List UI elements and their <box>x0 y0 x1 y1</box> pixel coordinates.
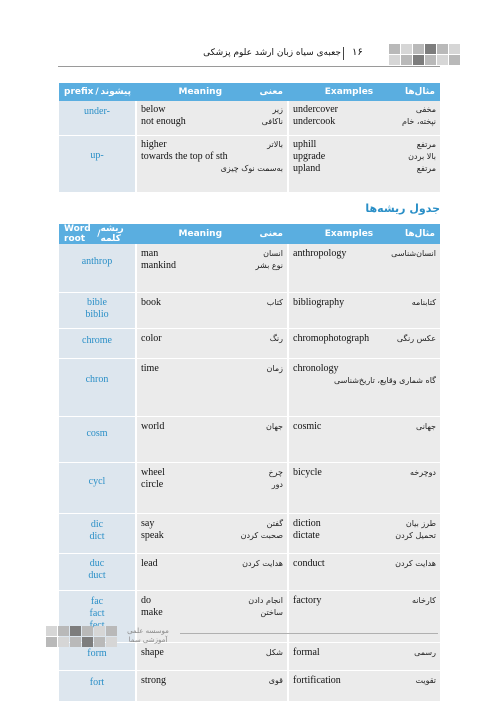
prefix-table-header <box>59 83 440 101</box>
section-title: جدول ریشه‌ها <box>365 202 440 215</box>
meaning-cell <box>136 643 288 671</box>
footer-brand <box>118 627 178 645</box>
example-en: undercover <box>293 104 338 115</box>
meaning-en: book <box>141 297 161 308</box>
root-table-header <box>59 224 440 244</box>
examples-cell <box>288 101 440 136</box>
examples-header-fa: مثال‌ها <box>404 229 435 239</box>
root-text: anthrop <box>81 256 113 267</box>
meaning-en: mankind <box>141 260 176 271</box>
meaning-pair <box>137 647 287 659</box>
example-fa: دوچرخه <box>409 468 436 477</box>
table-row <box>59 463 440 514</box>
examples-header-cell <box>288 83 440 101</box>
meaning-pair <box>137 467 287 479</box>
meaning-fa: نوع بشر <box>255 261 283 270</box>
meaning-en: lead <box>141 558 158 569</box>
table-row <box>59 554 440 591</box>
meaning-en: circle <box>141 479 164 490</box>
root-header-cell: Word root / ریشه کلمه <box>59 224 136 244</box>
meaning-en: towards the top of sth <box>141 151 228 162</box>
table-row <box>59 329 440 359</box>
meaning-cell <box>136 329 288 359</box>
example-fa: عکس رنگی <box>396 334 436 343</box>
meaning-cell <box>136 101 288 136</box>
examples-cell <box>288 244 440 293</box>
meaning-en: say <box>141 518 155 529</box>
root-cell <box>59 417 136 463</box>
root-text: dic <box>90 519 104 530</box>
root-text: duc <box>89 558 105 569</box>
example-fa: تقویت <box>415 676 436 685</box>
meaning-en: man <box>141 248 159 259</box>
examples-cell <box>288 463 440 514</box>
root-cell <box>59 329 136 359</box>
examples-cell <box>288 671 440 702</box>
meaning-en: strong <box>141 675 166 686</box>
meaning-en: color <box>141 333 162 344</box>
meaning-cell <box>136 359 288 417</box>
examples-header-fa: مثال‌ها <box>404 87 435 97</box>
example-pair <box>289 595 440 607</box>
example-pair <box>289 363 440 375</box>
meaning-fa: زمان <box>266 364 283 373</box>
meaning-fa: صحبت کردن <box>240 531 283 540</box>
meaning-fa: ناکافی <box>261 117 283 126</box>
prefix-header-fa: پیشوند <box>100 87 131 97</box>
prefix-table <box>59 83 440 192</box>
meaning-en: time <box>141 363 159 374</box>
example-en: conduct <box>293 558 325 569</box>
table-row <box>59 136 440 193</box>
meaning-en: do <box>141 595 151 606</box>
root-cell <box>59 293 136 329</box>
example-pair <box>289 530 440 542</box>
table-row <box>59 293 440 329</box>
root-text: cycl <box>88 476 106 487</box>
examples-cell <box>288 417 440 463</box>
meaning-fa: قوی <box>268 676 283 685</box>
example-en: upland <box>293 163 321 174</box>
examples-cell <box>288 136 440 193</box>
example-en: bicycle <box>293 467 322 478</box>
example-pair <box>289 333 440 345</box>
meaning-fa: انجام دادن <box>248 596 283 605</box>
meaning-fa: کتاب <box>266 298 283 307</box>
meaning-fa: بالاتر <box>267 140 283 149</box>
root-text: fac <box>90 596 104 607</box>
prefix-text: under- <box>84 106 110 117</box>
examples-cell <box>288 293 440 329</box>
root-text: duct <box>88 570 106 581</box>
footer-brand-line2: آموزشی سما <box>128 636 168 644</box>
example-fa: رسمی <box>414 648 436 657</box>
page-number: ۱۶ <box>352 47 363 58</box>
example-pair <box>289 421 440 433</box>
meaning-pair <box>137 248 287 260</box>
meaning-pair <box>137 675 287 687</box>
header-decoration <box>389 44 460 65</box>
root-cell <box>59 554 136 591</box>
examples-header-en: Examples <box>324 229 374 239</box>
meaning-pair <box>137 363 287 375</box>
example-fa: کارخانه <box>411 596 436 605</box>
example-fa: تحمیل کردن <box>395 531 436 540</box>
meaning-fa: دور <box>271 480 283 489</box>
meaning-header-en: Meaning <box>178 87 223 97</box>
root-text: fact <box>89 608 105 619</box>
prefix-header-cell: prefix / پیشوند <box>59 83 136 101</box>
example-fa: کتابنامه <box>411 298 436 307</box>
meaning-pair <box>137 297 287 309</box>
root-text: cosm <box>86 428 108 439</box>
root-cell <box>59 514 136 554</box>
table-row <box>59 671 440 702</box>
example-fa: بالا بردن <box>408 152 436 161</box>
example-en: uphill <box>293 139 317 150</box>
example-pair <box>289 297 440 309</box>
examples-header-en: Examples <box>324 87 374 97</box>
prefix-text: up- <box>90 150 104 161</box>
root-text: chron <box>85 374 109 385</box>
meaning-pair <box>137 260 287 272</box>
example-en: fortification <box>293 675 341 686</box>
meaning-en: world <box>141 421 165 432</box>
meaning-fa: انسان <box>263 249 283 258</box>
meaning-pair <box>137 558 287 570</box>
example-en: factory <box>293 595 322 606</box>
example-pair <box>289 558 440 570</box>
example-en: bibliography <box>293 297 345 308</box>
root-text: fort <box>89 677 105 688</box>
meaning-cell <box>136 417 288 463</box>
meaning-pair <box>137 333 287 345</box>
example-en: upgrade <box>293 151 326 162</box>
example-en: chromophotograph <box>293 333 370 344</box>
meaning-pair <box>137 607 287 619</box>
table-row <box>59 417 440 463</box>
root-cell <box>59 463 136 514</box>
example-fa: جهانی <box>416 422 436 431</box>
example-fa: طرز بیان <box>405 519 436 528</box>
example-en: undercook <box>293 116 336 127</box>
example-pair <box>289 647 440 659</box>
meaning-en: wheel <box>141 467 165 478</box>
meaning-cell <box>136 463 288 514</box>
root-cell <box>59 671 136 702</box>
examples-cell <box>288 554 440 591</box>
example-fa: هدایت کردن <box>395 559 436 568</box>
example-fa: مرتفع <box>416 140 436 149</box>
root-cell <box>59 244 136 293</box>
example-fa: انسان‌شناسی <box>391 249 436 258</box>
meaning-pair <box>137 421 287 433</box>
example-pair <box>289 467 440 479</box>
header-rule <box>58 66 440 67</box>
meaning-fa: به‌سمت نوک چیزی <box>220 164 283 173</box>
root-text: biblio <box>85 309 109 320</box>
prefix-cell <box>59 136 136 193</box>
table-row <box>59 514 440 554</box>
example-pair <box>289 518 440 530</box>
example-fa: مخفی <box>415 105 436 114</box>
example-fa: گاه شماری وقایع، تاریخ‌شناسی <box>334 376 436 385</box>
root-cell <box>59 359 136 417</box>
meaning-fa: رنگ <box>269 334 283 343</box>
examples-cell <box>288 329 440 359</box>
meaning-pair <box>137 595 287 607</box>
meaning-header-fa: معنی <box>259 87 283 97</box>
meaning-cell <box>136 514 288 554</box>
example-en: diction <box>293 518 321 529</box>
root-text: dict <box>89 531 105 542</box>
table-row <box>59 101 440 136</box>
root-header-fa: ریشه کلمه <box>100 224 124 244</box>
meaning-en: higher <box>141 139 167 150</box>
book-title: جعبه‌ی سیاه زبان ارشد علوم پزشکی <box>203 48 341 58</box>
root-header-en: Word root <box>64 224 91 244</box>
meaning-pair <box>137 530 287 542</box>
table-row <box>59 244 440 293</box>
root-text: chrome <box>82 335 112 346</box>
prefix-cell <box>59 101 136 136</box>
meaning-fa: گفتن <box>266 519 283 528</box>
example-fa: مرتفع <box>416 164 436 173</box>
meaning-header-en: Meaning <box>178 229 223 239</box>
meaning-header-cell <box>136 224 288 244</box>
meaning-cell <box>136 671 288 702</box>
footer-rule <box>180 633 438 634</box>
example-en: anthropology <box>293 248 347 259</box>
example-en: chronology <box>293 363 339 374</box>
meaning-header-cell <box>136 83 288 101</box>
meaning-cell <box>136 293 288 329</box>
root-text: form <box>87 648 107 659</box>
examples-header-cell <box>288 224 440 244</box>
meaning-cell <box>136 136 288 193</box>
examples-cell <box>288 643 440 671</box>
example-en: dictate <box>293 530 320 541</box>
footer-decoration <box>46 626 117 647</box>
meaning-en: shape <box>141 647 164 658</box>
examples-cell <box>288 591 440 643</box>
examples-cell <box>288 359 440 417</box>
example-en: cosmic <box>293 421 322 432</box>
table-row <box>59 359 440 417</box>
meaning-fa: هدایت کردن <box>242 559 283 568</box>
meaning-fa: شکل <box>265 648 283 657</box>
examples-cell <box>288 514 440 554</box>
example-fa: نپخته، خام <box>402 117 436 126</box>
root-text: bible <box>87 297 107 308</box>
meaning-en: speak <box>141 530 164 541</box>
meaning-fa: چرخ <box>268 468 283 477</box>
meaning-fa: جهان <box>266 422 283 431</box>
meaning-pair <box>137 518 287 530</box>
meaning-en: not enough <box>141 116 186 127</box>
meaning-en: make <box>141 607 163 618</box>
meaning-fa: ساختن <box>260 608 283 617</box>
meaning-header-fa: معنی <box>259 229 283 239</box>
header-separator <box>343 47 344 60</box>
meaning-cell <box>136 244 288 293</box>
meaning-fa: زیر <box>272 105 283 114</box>
example-pair <box>289 675 440 687</box>
meaning-cell <box>136 554 288 591</box>
meaning-en: below <box>141 104 166 115</box>
example-en: formal <box>293 647 320 658</box>
meaning-pair <box>137 479 287 491</box>
footer-brand-line1: موسسه علمی <box>127 627 169 635</box>
prefix-header-en: prefix <box>64 87 94 97</box>
example-pair <box>289 248 440 260</box>
